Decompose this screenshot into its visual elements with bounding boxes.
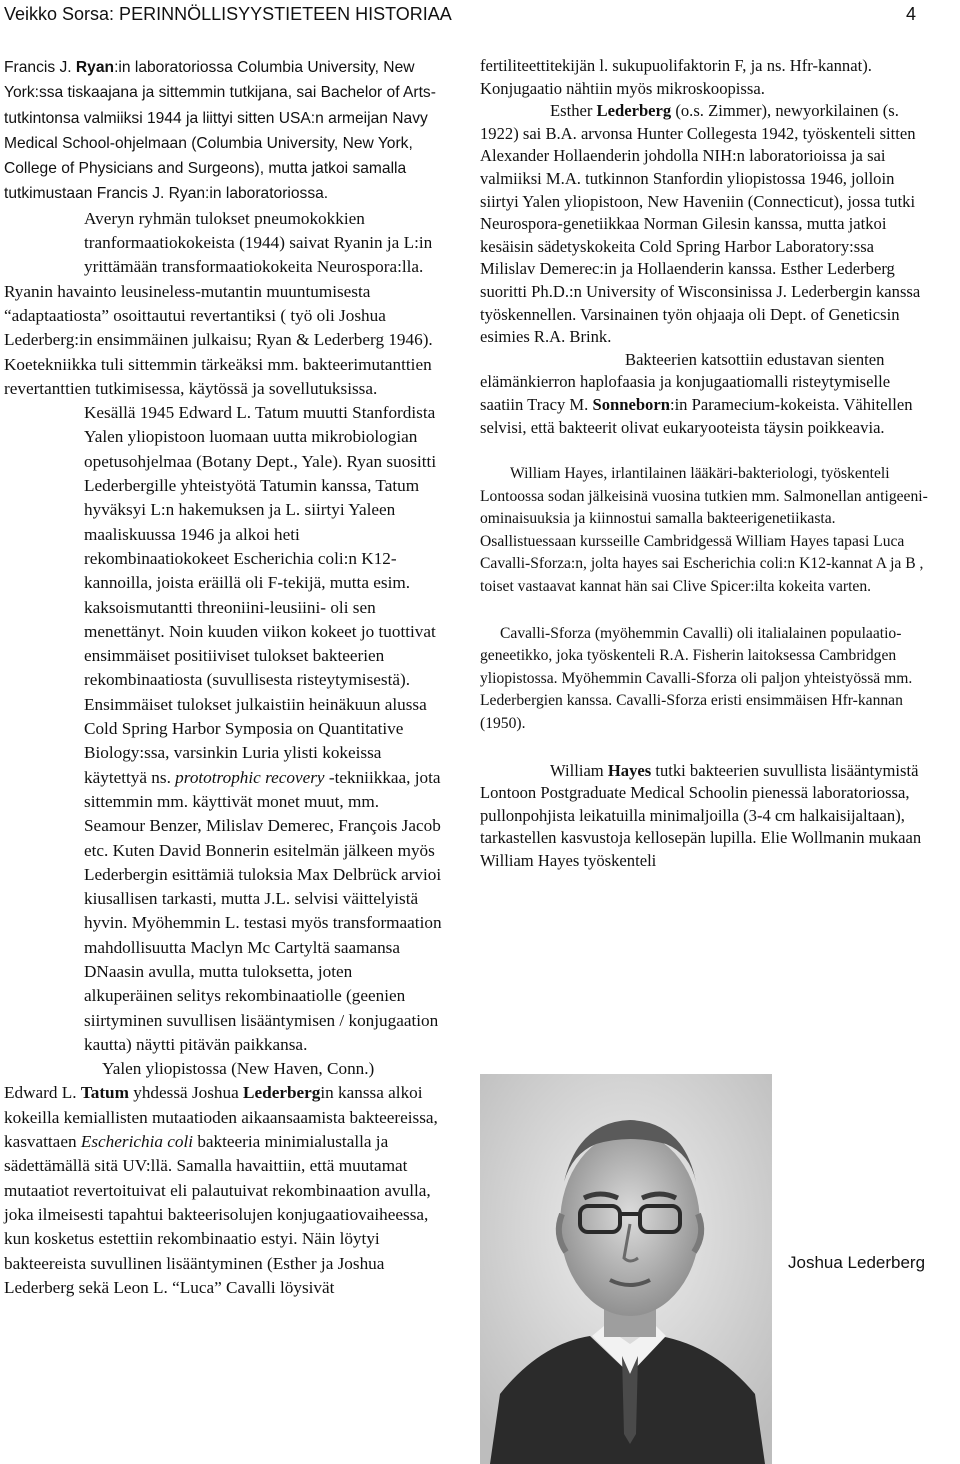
portrait-photo <box>480 1074 772 1464</box>
paragraph-cavalli-sforza: Cavalli-Sforza (myöhemmin Cavalli) oli italialainen populaatio-geneetikko, joka työskenteli R.A. Fisherin laitoksessa Cambridgen yliopistossa. Myöhemmin Cavalli-Sforza oli paljon yhteistyössä mm. Lederbergien kanssa. Cavalli-Sforza eristi ensimmäisen Hfr-kannan (1950). <box>480 624 913 733</box>
paragraph-tatum-yale: Kesällä 1945 Edward L. Tatum muutti Stanfordista Yalen yliopistoon luomaan uutta mikrobiologian opetusohjelmaa (Botany Dept., Yale). Ryan suositti Lederbergille yhteistyötä Tatumin kanssa, Tatum hyväksyi L:n hakemuksen ja L. siirtyi Yaleen maaliskuussa 1946 ja alkoi heti rekombinaatiokokeet Escherichia coli:n K12-kannoilla, joista eräillä oli F-tekijä, mutta esim. kaksoismutantti threoniini-leusiini- oli sen menettänyt. Noin kuuden viikon kokeet jo tuottivat ensimmäiset positiiviset tulokset bakteerien rekombinaatiosta (suvullisesta risteytymisestä). Ensimmäiset tulokset julkaistiin heinäkuun alussa Cold Spring Harbor Symposia on Quantitative Biology:ssa, varsinkin Luria ylisti kokeissa käytettyä ns. prototrophic recovery -tekniikkaa, jota sittemmin mm. käyttivät monet muut, mm. Seamour Benzer, Milislav Demerec, François Jacob etc. Kuten David Bonnerin esitelmän jälkeen myös Lederbergin esittämiä tuloksia Max Delbrück arvioi kiusallisen tarkasti, mutta J.L. selvisi väittelyistä hyvin. Myöhemmin L. testasi myös transformaation mahdollisuutta Maclyn Mc Cartyltä saamansa DNaasin avulla, mutta tuloksetta, joten alkuperäinen selitys rekombinaatiolle (geenien siirtyminen suvullisen lisääntymisen / konjugaation kautta) näytti pitävän paikkansa. <box>84 403 442 1054</box>
portrait-image <box>480 1074 772 1464</box>
page-number: 4 <box>905 4 916 24</box>
left-column <box>4 55 444 1300</box>
page-header <box>0 4 960 30</box>
running-title: Veikko Sorsa: PERINNÖLLISYYSTIETEEN HISTORIAA <box>4 4 452 24</box>
photo-caption: Joshua Lederberg <box>788 1253 926 1272</box>
paragraph-yale-heading: Yalen yliopistossa (New Haven, Conn.) <box>102 1059 375 1079</box>
paragraph-esther-lederberg: Esther Lederberg (o.s. Zimmer), newyorkilainen (s. 1922) sai B.A. arvonsa Hunter Collegesta 1942, työskenteli sitten Alexander Hollaenderin johdolla NIH:n laboratorioissa ja sai valmiiksi M.A. tutkinnon Stanfordin yliopistossa 1946, jolloin siirtyi Yalen yliopistoon, New Haveniin (Connecticut), jossa tutki Neurospora-genetiikkaa Norman Gilesin kanssa, mutta jatkoi kesäisin sädetyskokeita Cold Spring Harbor Laboratory:ssa Milislav Demerec:in ja Hollaenderin kanssa. Esther Lederberg suoritti Ph.D.:n University of Wisconsinissa J. Lederbergin kanssa työskennellen. Varsinainen työn ohjaaja oli Dept. of Geneticsin esimies R.A. Brink. <box>480 101 921 347</box>
paragraph-sonneborn: Bakteerien katsottiin edustavan sienten elämänkierron haplofaasia ja konjugaatiomalli risteytymiselle saatiin Tracy M. Sonneborn:in Paramecium-kokeista. Vähitellen selvisi, että bakteerit olivat eukaryooteista täysin poikkeavia. <box>480 349 913 437</box>
paragraph-tatum-lederberg: Edward L. Tatum yhdessä Joshua Lederbergin kanssa alkoi kokeilla kemiallisten mutaatioden aikaansaamista bakteereissa, kasvattaen Escherichia coli bakteeria minimialustalla ja sädettämällä sitä UV:llä. Samalla havaittiin, että muutamat mutaatiot revertoituivat eli palautuivat rekombinaation avulla, joka ilmeisesti tapahtui bakteerisolujen konjugaatiovaiheessa, kun kosketus estettiin rekombinaatio estyi. Näin löytyi bakteereista suvullinen lisääntyminen (Esther ja Joshua Lederberg sekä Leon L. “Luca” Cavalli löysivät <box>4 1083 438 1297</box>
paragraph-leusineless: Ryanin havainto leusineless-mutantin muuntumisesta “adaptaatiosta” osoittautui revertantiksi ( työ oli Joshua Lederberg:in ensimmäinen julkaisu; Ryan & Lederberg 1946). Koetekniikka tuli sittemmin tärkeäksi mm. bakteerimutanttien revertanttien tutkimisessa, käytössä ja sovellutuksissa. <box>4 281 433 398</box>
paragraph-hayes-intro: William Hayes, irlantilainen lääkäri-bakteriologi, työskenteli Lontoossa sodan jälkeisinä vuosina tutkien mm. Salmonellan antigeeni-ominaisuuksia ja kiinnostui samalla bakteerigenetiikasta. Osallistuessaan kursseille Cambridgessä William Hayes tapasi Luca Cavalli-Sforza:n, jolta hayes sai Escherichia coli:n K12-kannat A ja B , toiset vastaavat kannat hän sai Clive Spicer:ilta kokeita varten. <box>480 465 928 596</box>
paragraph-ryan: Francis J. Ryan:in laboratoriossa Columbia University, New York:ssa tiskaajana ja sittemmin tutkijana, sai Bachelor of Arts-tutkintonsa valmiiksi 1944 ja liittyi sitten USA:n armeijan Navy Medical School-ohjelmaan (Columbia University, New York, College of Physicians and Surgeons), mutta jatkoi samalla tutkimustaan Francis J. Ryan:in laboratoriossa. <box>4 59 436 203</box>
paragraph-avery: Averyn ryhmän tulokset pneumokokkien tranformaatiokokeista (1944) saivat Ryanin ja L:in yrittämään transformaatiokokeita Neurospora:lla. <box>84 208 433 277</box>
paragraph-hayes-london: William Hayes tutki bakteerien suvullista lisääntymistä Lontoon Postgraduate Medical Schoolin pienessä laboratoriossa, pullonpohjista leikatuilla minimaljoilla (3-4 cm halkaisijaltaan), tarkastellen kasvustoja kellosepän lupilla. Elie Wollmanin mukaan William Hayes työskenteli <box>480 760 922 870</box>
right-column <box>480 55 930 873</box>
paragraph-fertility-factor: fertiliteettitekijän l. sukupuolifaktorin F, ja ns. Hfr-kannat). Konjugaatio nähtiin myös mikroskoopissa. <box>480 56 872 98</box>
